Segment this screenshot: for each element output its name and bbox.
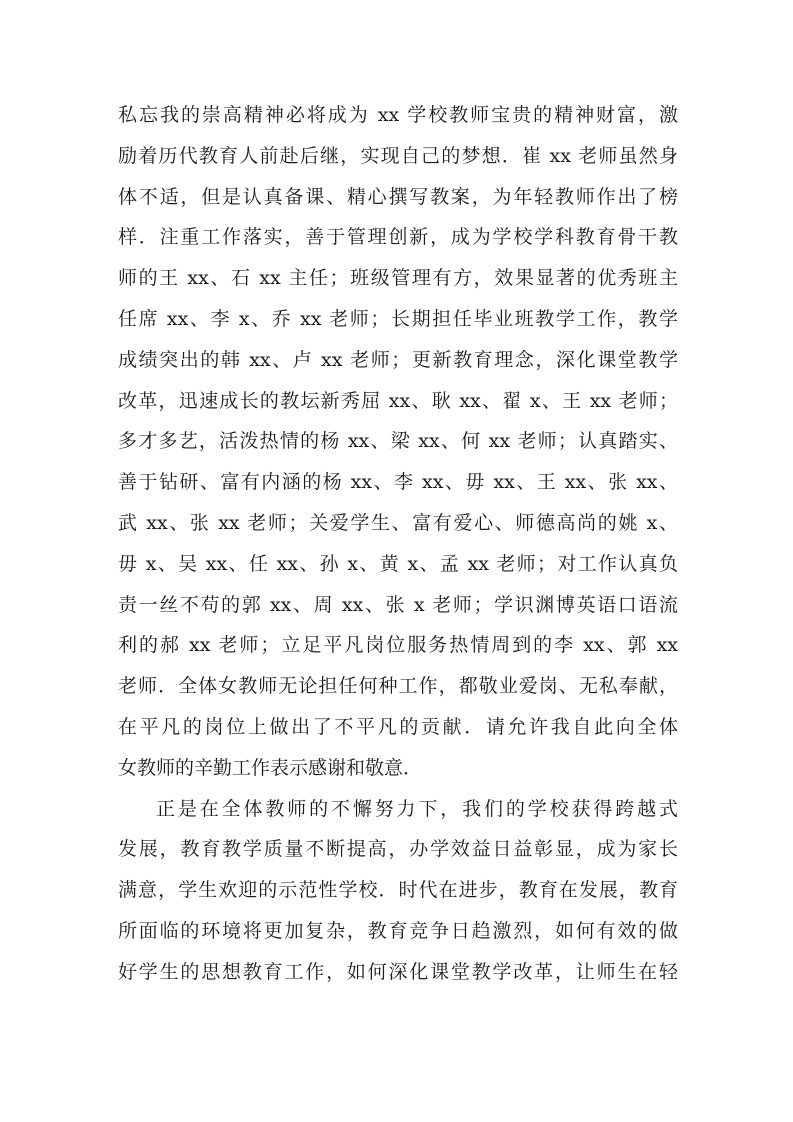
text-line: 多才多艺，活泼热情的杨 xx、梁 xx、何 xx 老师；认真踏实、 [118,430,678,453]
text-line: 女教师的辛勤工作表示感谢和敬意． [118,756,423,779]
text-line: 在平凡的岗位上做出了不平凡的贡献．请允许我自此向全体 [118,715,678,738]
text-line: 好学生的思想教育工作，如何深化课堂教学改革，让师生在轻 [118,960,678,983]
paragraph-1 [118,95,678,789]
text-line: 体不适，但是认真备课、精心撰写教案，为年轻教师作出了榜 [118,185,678,208]
text-line: 样．注重工作落实，善于管理创新，成为学校学科教育骨干教 [118,226,678,249]
document-body [118,95,678,993]
text-line: 改革，迅速成长的教坛新秀屈 xx、耿 xx、翟 x、王 xx 老师； [118,389,678,412]
text-line: 师的王 xx、石 xx 主任；班级管理有方，效果显著的优秀班主 [118,267,678,290]
text-line: 励着历代教育人前赴后继，实现自己的梦想．崔 xx 老师虽然身 [118,144,678,167]
text-line: 所面临的环境将更加复杂，教育竞争日趋激烈，如何有效的做 [118,919,678,942]
text-line: 利的郝 xx 老师；立足平凡岗位服务热情周到的李 xx、郭 xx [118,634,678,657]
text-line: 善于钻研、富有内涵的杨 xx、李 xx、毋 xx、王 xx、张 xx、 [118,471,678,494]
text-line: 毋 x、吴 xx、任 xx、孙 x、黄 x、孟 xx 老师；对工作认真负 [118,552,678,575]
text-line: 任席 xx、李 x、乔 xx 老师；长期担任毕业班教学工作，教学 [118,307,678,330]
text-line: 满意，学生欢迎的示范性学校．时代在进步，教育在发展，教育 [118,879,678,902]
paragraph-2 [118,789,678,993]
text-line: 责一丝不苟的郭 xx、周 xx、张 x 老师；学识渊博英语口语流 [118,593,678,616]
text-line: 正是在全体教师的不懈努力下，我们的学校获得跨越式 [156,797,678,820]
text-line: 武 xx、张 xx 老师；关爱学生、富有爱心、师德高尚的姚 x、 [118,511,678,534]
text-line: 成绩突出的韩 xx、卢 xx 老师；更新教育理念，深化课堂教学 [118,348,678,371]
text-line: 私忘我的崇高精神必将成为 xx 学校教师宝贵的精神财富，激 [118,104,678,126]
text-line: 发展，教育教学质量不断提高，办学效益日益彰显，成为家长 [118,838,678,861]
text-line: 老师．全体女教师无论担任何种工作，都敬业爱岗、无私奉献， [118,675,678,698]
